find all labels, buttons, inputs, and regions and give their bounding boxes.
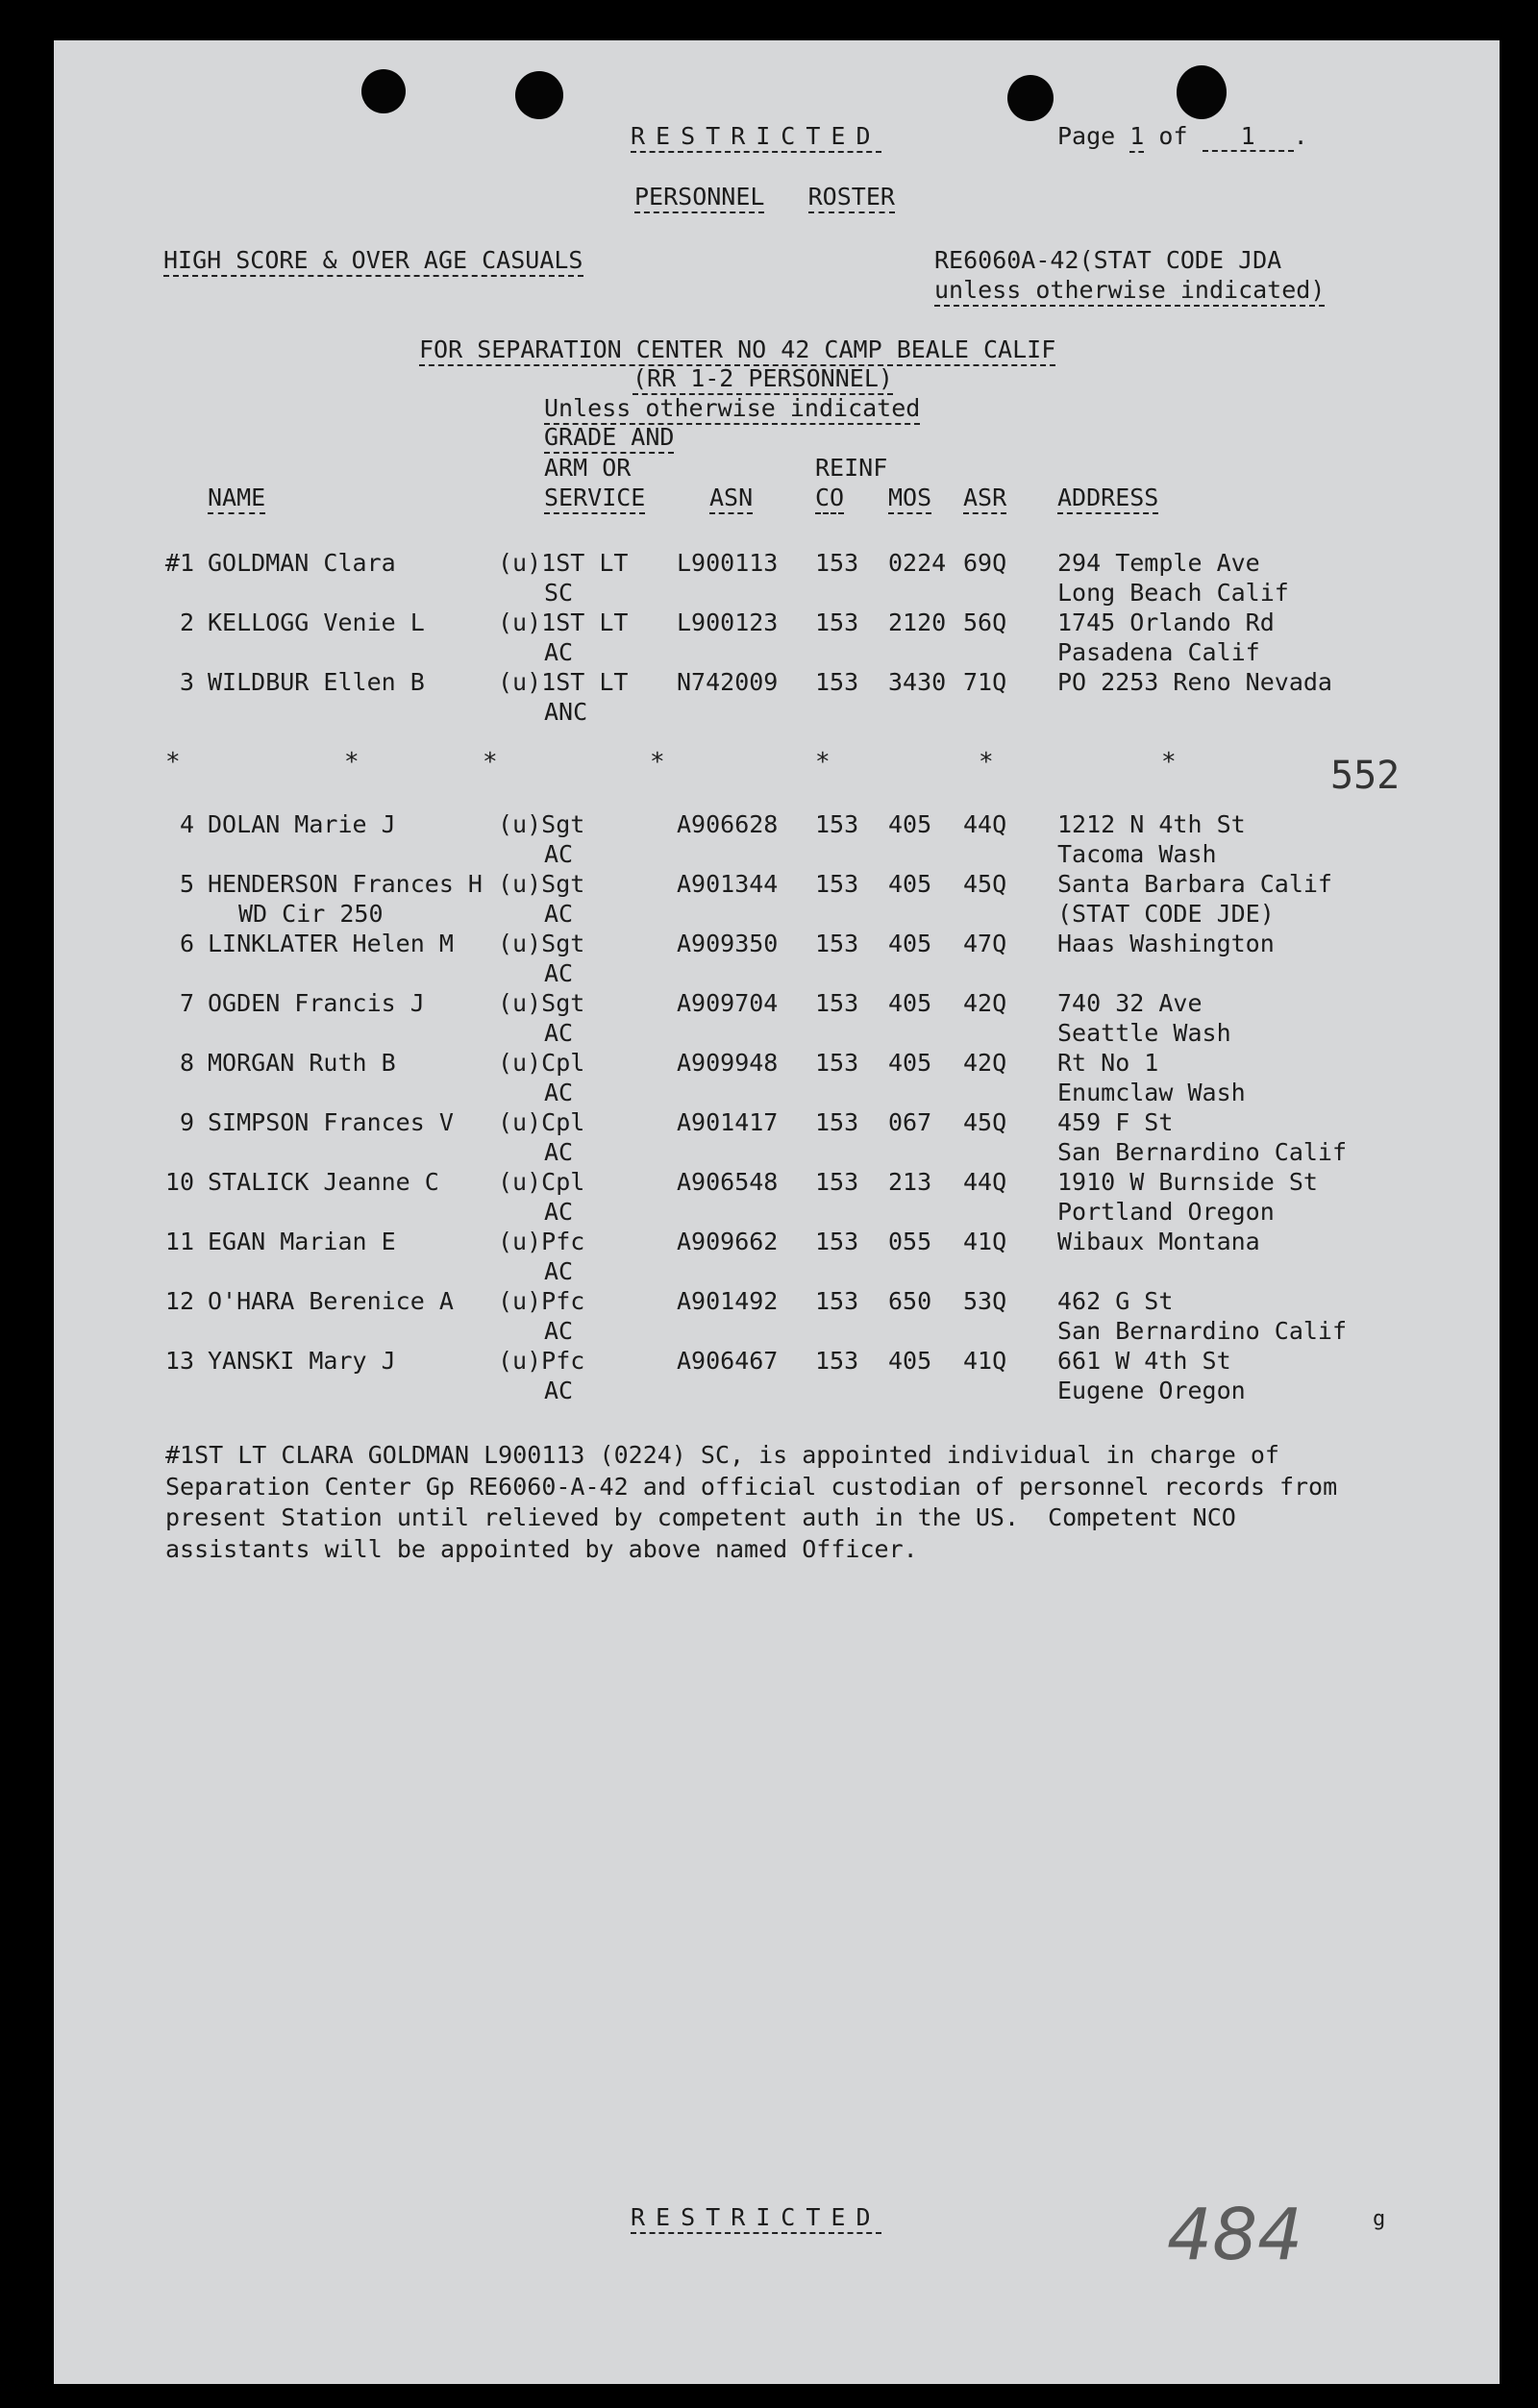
reinf-co: 153	[815, 1287, 859, 1315]
row-number: 13	[164, 1347, 194, 1375]
person-name: MORGAN Ruth B	[208, 1049, 396, 1077]
grade: (u)Pfc	[498, 1228, 585, 1255]
person-name: WILDBUR Ellen B	[208, 668, 425, 696]
address-line1: 462 G St	[1057, 1287, 1174, 1315]
person-name: YANSKI Mary J	[208, 1347, 396, 1375]
grade: (u)1ST LT	[498, 668, 629, 696]
address-line2: Seattle Wash	[1057, 1019, 1231, 1047]
row-number: 4	[179, 810, 194, 838]
corner-mark: g	[1373, 2207, 1386, 2231]
arm-of-service: AC	[544, 1019, 574, 1047]
person-name: GOLDMAN Clara	[208, 549, 396, 577]
address-line1: 661 W 4th St	[1057, 1347, 1231, 1375]
col-address: ADDRESS	[1057, 484, 1158, 514]
rr-line: (RR 1-2 PERSONNEL)	[633, 364, 893, 395]
service-number: A906467	[677, 1347, 779, 1375]
reinf-co: 153	[815, 608, 859, 636]
address-line2: Pasadena Calif	[1057, 638, 1260, 666]
asr-score: 44Q	[963, 1168, 1007, 1196]
asr-score: 41Q	[963, 1228, 1007, 1255]
punch-hole-right-a	[1007, 75, 1054, 121]
arm-of-service: AC	[544, 900, 574, 928]
address-line2: Long Beach Calif	[1057, 579, 1289, 607]
mos-code: 2120	[888, 608, 947, 636]
asr-score: 41Q	[963, 1347, 1007, 1375]
asr-score: 53Q	[963, 1287, 1007, 1315]
asr-score: 45Q	[963, 870, 1007, 898]
service-number: N742009	[677, 668, 779, 696]
service-number: A906548	[677, 1168, 779, 1196]
person-name: KELLOGG Venie L	[208, 608, 425, 636]
row-number: 8	[179, 1049, 194, 1077]
arm-of-service: AC	[544, 959, 574, 987]
asr-score: 71Q	[963, 668, 1007, 696]
row-number: 9	[179, 1108, 194, 1136]
custodian-note: #1ST LT CLARA GOLDMAN L900113 (0224) SC, is appointed individual in charge of Separation Center Gp RE6060-A-42 and official custodian of personnel records from present Station until relieved by competent auth in the US. Competent NCO assistants will be appointed by above named Officer.	[165, 1441, 1338, 1563]
unit-code-qualifier: unless otherwise indicated)	[934, 276, 1325, 307]
col-grade-line2: ARM OR	[544, 454, 632, 482]
asr-score: 47Q	[963, 930, 1007, 957]
row-number: 6	[179, 930, 194, 957]
grade: (u)1ST LT	[498, 549, 629, 577]
reinf-co: 153	[815, 810, 859, 838]
address-line1: 740 32 Ave	[1057, 989, 1203, 1017]
address-line2: (STAT CODE JDE)	[1057, 900, 1275, 928]
col-mos: MOS	[888, 484, 931, 514]
person-name: EGAN Marian E	[208, 1228, 396, 1255]
address-line1: Rt No 1	[1057, 1049, 1159, 1077]
service-number: A901492	[677, 1287, 779, 1315]
separator-star: *	[815, 748, 831, 777]
address-line1: PO 2253 Reno Nevada	[1057, 668, 1332, 696]
col-asr: ASR	[963, 484, 1006, 514]
address-line1: 1212 N 4th St	[1057, 810, 1246, 838]
row-number: 7	[179, 989, 194, 1017]
row-number: 10	[164, 1168, 194, 1196]
row-number: 12	[164, 1287, 194, 1315]
mos-code: 405	[888, 1049, 932, 1077]
grade: (u)Pfc	[498, 1347, 585, 1375]
punch-hole-left	[361, 69, 406, 113]
service-number: A909350	[677, 930, 779, 957]
grade: (u)Pfc	[498, 1287, 585, 1315]
mos-code: 213	[888, 1168, 932, 1196]
asr-score: 42Q	[963, 989, 1007, 1017]
reinf-co: 153	[815, 1108, 859, 1136]
row-number: 3	[179, 668, 194, 696]
col-reinf-co: CO	[815, 484, 844, 514]
arm-of-service: AC	[544, 1079, 574, 1106]
mos-code: 067	[888, 1108, 932, 1136]
mos-code: 405	[888, 810, 932, 838]
mos-code: 055	[888, 1228, 932, 1255]
mos-code: 650	[888, 1287, 932, 1315]
name-annotation: WD Cir 250	[238, 900, 384, 928]
address-line2: Tacoma Wash	[1057, 840, 1217, 868]
grade: (u)Sgt	[498, 989, 585, 1017]
arm-of-service: AC	[544, 1317, 574, 1345]
asr-score: 69Q	[963, 549, 1007, 577]
address-line1: Haas Washington	[1057, 930, 1275, 957]
reinf-co: 153	[815, 989, 859, 1017]
separator-star: *	[650, 748, 665, 777]
col-reinf-line1: REINF	[815, 454, 888, 482]
punch-hole-center	[515, 71, 563, 119]
reinf-co: 153	[815, 1049, 859, 1077]
reinf-co: 153	[815, 1168, 859, 1196]
arm-of-service: AC	[544, 1198, 574, 1226]
reinf-co: 153	[815, 870, 859, 898]
reinf-co: 153	[815, 1347, 859, 1375]
address-line1: 459 F St	[1057, 1108, 1174, 1136]
separator-star: *	[344, 748, 360, 777]
destination: FOR SEPARATION CENTER NO 42 CAMP BEALE CALIF	[419, 335, 1055, 366]
grade: (u)Cpl	[498, 1168, 585, 1196]
address-line1: 1745 Orlando Rd	[1057, 608, 1275, 636]
classification-top: RESTRICTED	[631, 122, 881, 153]
document-page	[54, 40, 1500, 2384]
asr-score: 42Q	[963, 1049, 1007, 1077]
arm-of-service: AC	[544, 1138, 574, 1166]
col-asn: ASN	[709, 484, 753, 514]
separator-star: *	[165, 748, 181, 777]
separator-star: *	[483, 748, 498, 777]
service-number: A909704	[677, 989, 779, 1017]
address-line1: Santa Barbara Calif	[1057, 870, 1332, 898]
col-grade-line1: GRADE AND	[544, 423, 674, 454]
classification-bottom: RESTRICTED	[631, 2203, 881, 2234]
arm-of-service: AC	[544, 638, 574, 666]
service-number: A909662	[677, 1228, 779, 1255]
person-name: LINKLATER Helen M	[208, 930, 454, 957]
arm-of-service: AC	[544, 840, 574, 868]
col-name: NAME	[208, 484, 265, 514]
asr-score: 45Q	[963, 1108, 1007, 1136]
grade: (u)Sgt	[498, 870, 585, 898]
mos-code: 3430	[888, 668, 947, 696]
roster-title: PERSONNEL ROSTER	[634, 183, 895, 211]
service-number: L900123	[677, 608, 779, 636]
unless-line: Unless otherwise indicated	[544, 394, 920, 425]
asr-score: 56Q	[963, 608, 1007, 636]
grade: (u)Sgt	[498, 930, 585, 957]
asr-score: 44Q	[963, 810, 1007, 838]
address-line1: 1910 W Burnside St	[1057, 1168, 1318, 1196]
mos-code: 405	[888, 930, 932, 957]
service-number: A901417	[677, 1108, 779, 1136]
unit-label: HIGH SCORE & OVER AGE CASUALS	[163, 246, 583, 277]
row-number: 2	[179, 608, 194, 636]
reinf-co: 153	[815, 668, 859, 696]
service-number: A906628	[677, 810, 779, 838]
row-number: #1	[164, 549, 194, 577]
mos-code: 405	[888, 989, 932, 1017]
arm-of-service: SC	[544, 579, 574, 607]
reinf-co: 153	[815, 1228, 859, 1255]
address-line2: San Bernardino Calif	[1057, 1317, 1348, 1345]
reinf-co: 153	[815, 930, 859, 957]
arm-of-service: AC	[544, 1257, 574, 1285]
service-number: L900113	[677, 549, 779, 577]
service-number: A909948	[677, 1049, 779, 1077]
person-name: OGDEN Francis J	[208, 989, 425, 1017]
separator-star: *	[1161, 748, 1177, 777]
col-grade-line3: SERVICE	[544, 484, 645, 514]
pencil-page-number: 484	[1167, 2194, 1303, 2276]
address-line2: Eugene Oregon	[1057, 1377, 1246, 1404]
address-line2: San Bernardino Calif	[1057, 1138, 1348, 1166]
person-name: SIMPSON Frances V	[208, 1108, 454, 1136]
reinf-co: 153	[815, 549, 859, 577]
person-name: O'HARA Berenice A	[208, 1287, 454, 1315]
address-line2: Portland Oregon	[1057, 1198, 1275, 1226]
mos-code: 0224	[888, 549, 947, 577]
person-name: DOLAN Marie J	[208, 810, 396, 838]
punch-hole-right-b	[1177, 65, 1227, 119]
separator-star: *	[979, 748, 994, 777]
address-line1: Wibaux Montana	[1057, 1228, 1260, 1255]
grade: (u)Cpl	[498, 1049, 585, 1077]
address-line1: 294 Temple Ave	[1057, 549, 1260, 577]
service-number: A901344	[677, 870, 779, 898]
unit-code: RE6060A-42(STAT CODE JDA	[934, 246, 1282, 274]
mos-code: 405	[888, 870, 932, 898]
person-name: STALICK Jeanne C	[208, 1168, 439, 1196]
stamp-number: 552	[1330, 754, 1401, 798]
grade: (u)Cpl	[498, 1108, 585, 1136]
row-number: 5	[179, 870, 194, 898]
arm-of-service: ANC	[544, 698, 588, 726]
row-number: 11	[164, 1228, 194, 1255]
arm-of-service: AC	[544, 1377, 574, 1404]
grade: (u)1ST LT	[498, 608, 629, 636]
person-name: HENDERSON Frances H	[208, 870, 483, 898]
page-indicator: Page 1 of 1 .	[1057, 122, 1308, 151]
mos-code: 405	[888, 1347, 932, 1375]
address-line2: Enumclaw Wash	[1057, 1079, 1246, 1106]
grade: (u)Sgt	[498, 810, 585, 838]
